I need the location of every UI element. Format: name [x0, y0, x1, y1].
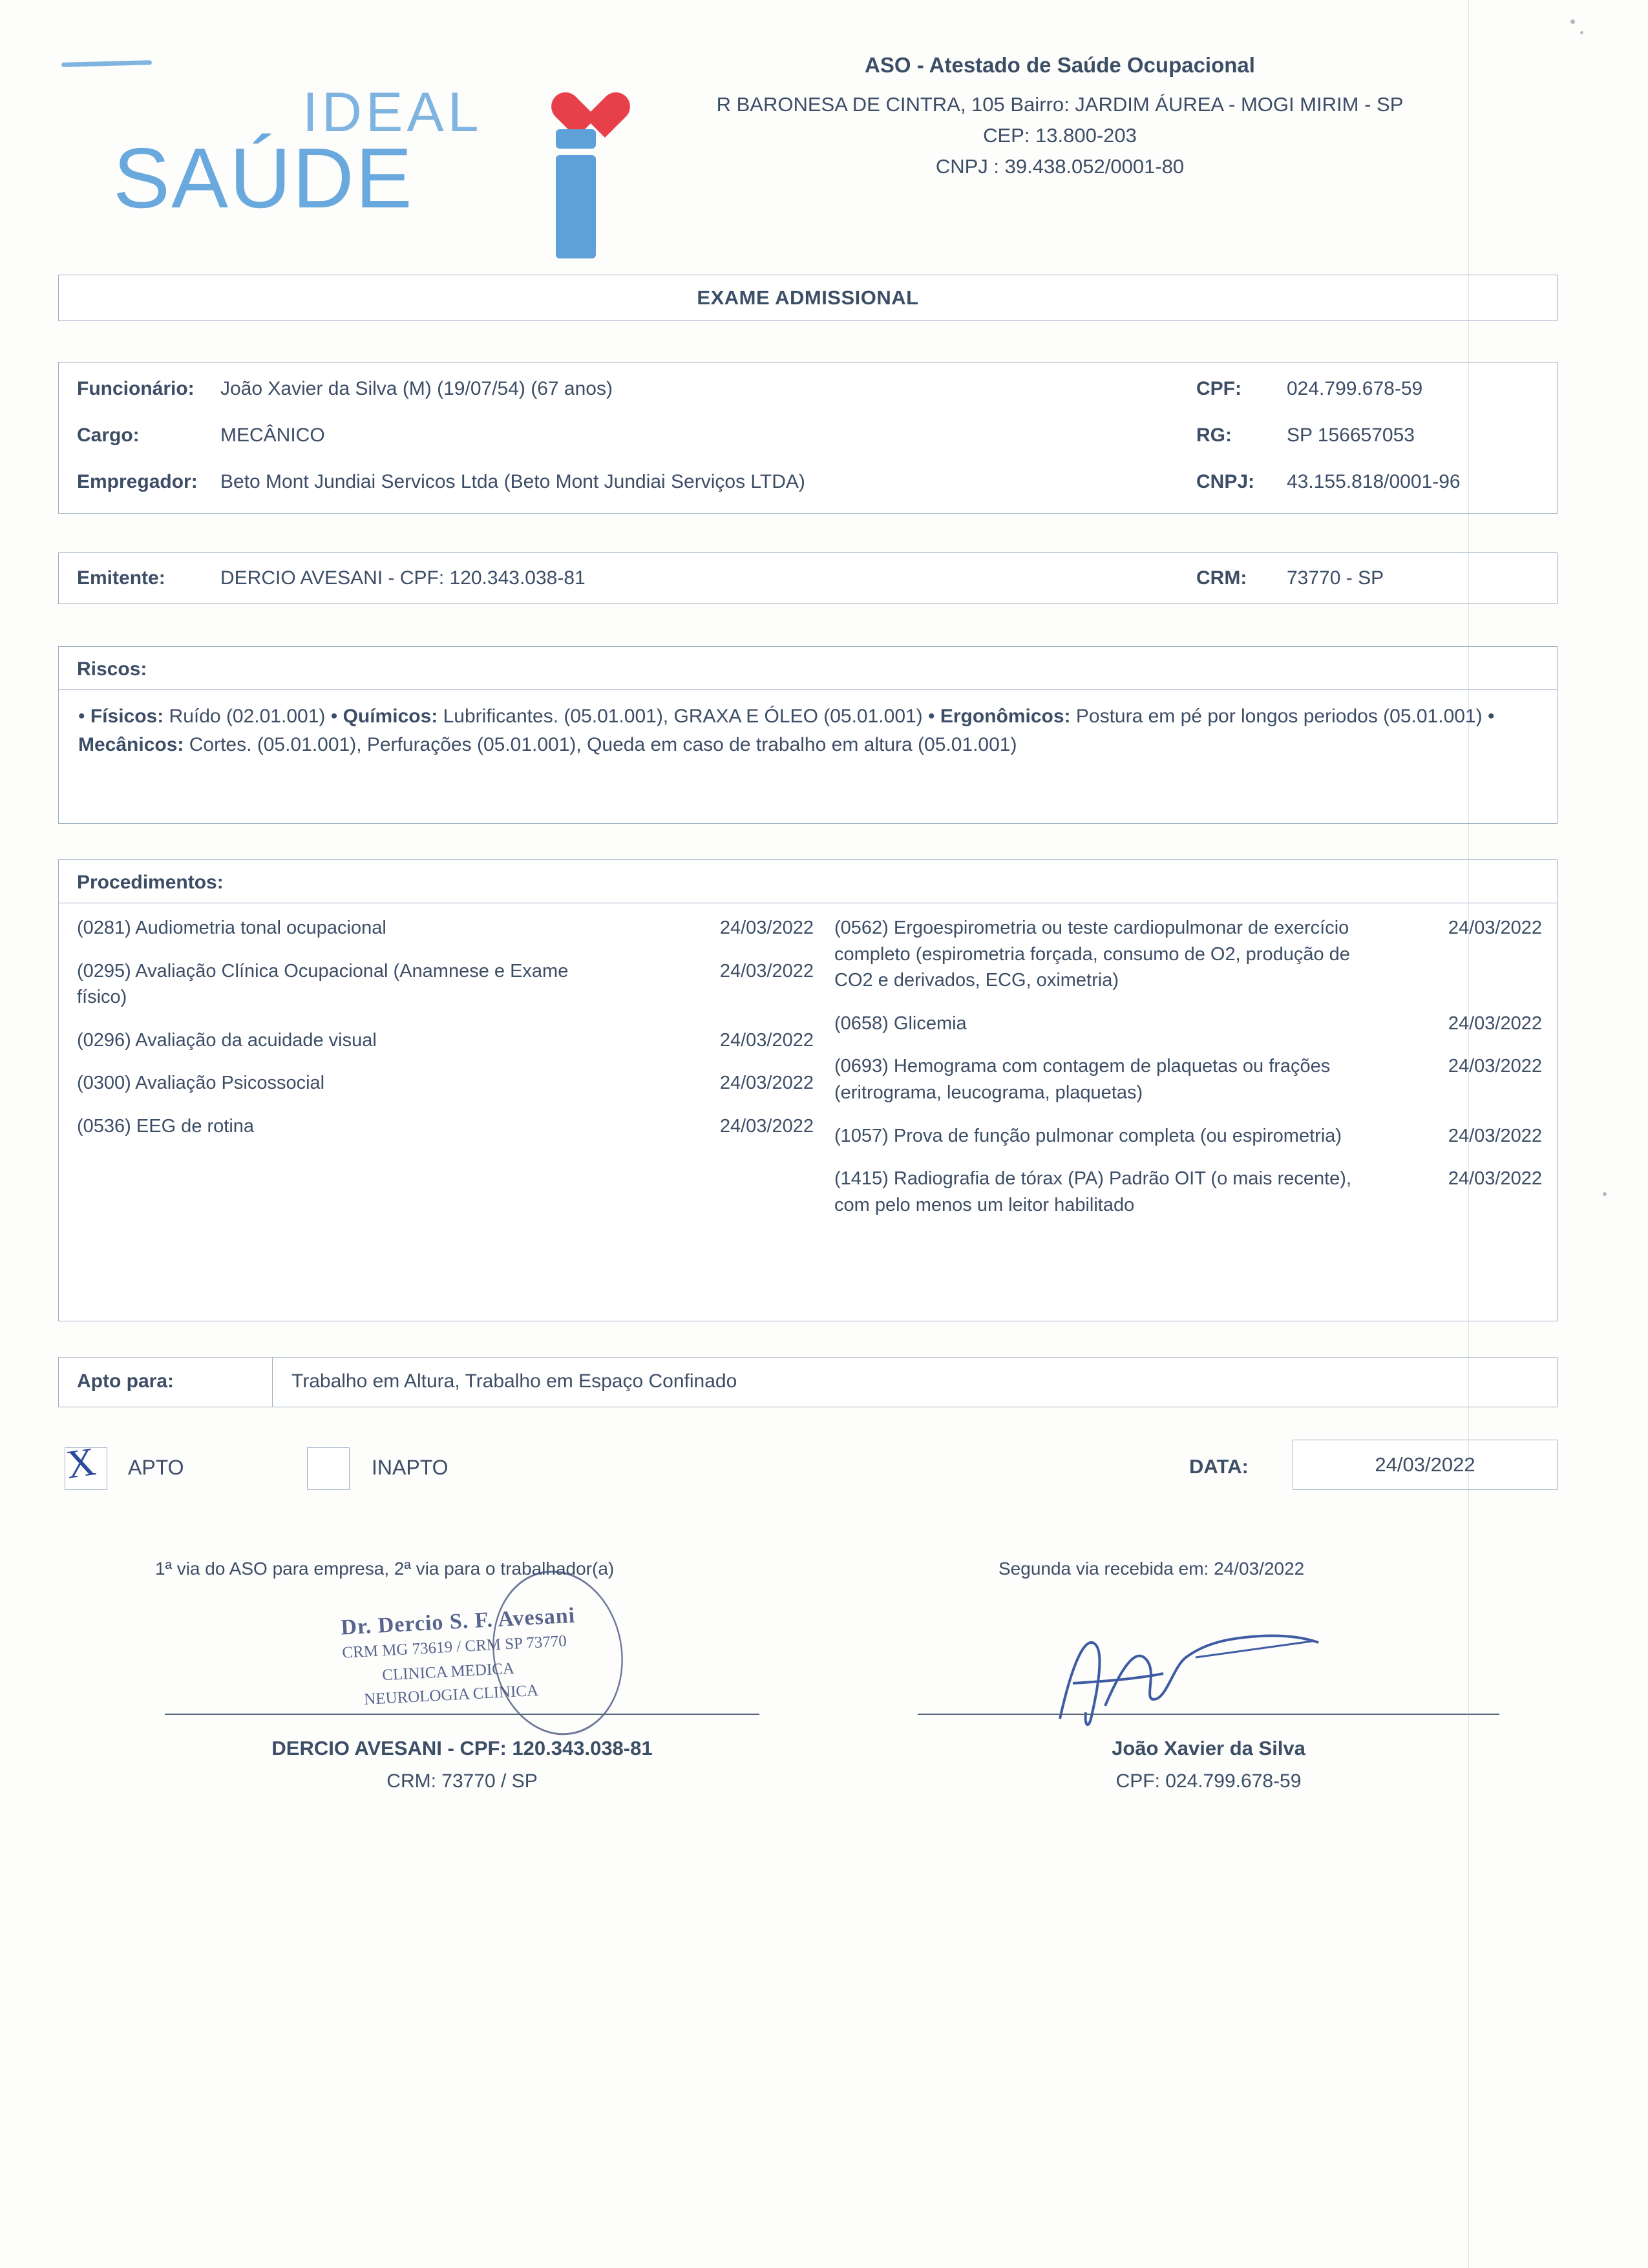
- employee-role-value: MECÂNICO: [220, 425, 325, 446]
- copy-note-right: Segunda via recebida em: 24/03/2022: [998, 1559, 1305, 1579]
- emitter-value: DERCIO AVESANI - CPF: 120.343.038-81: [220, 567, 586, 589]
- risks-text: • Físicos: Ruído (02.01.001) • Químicos: Lubrificantes. (05.01.001), GRAXA E ÓLEO (05.01.001) • Ergonômicos: Postura em pé por longos periodos (05.01.001) • Mecânicos: Cortes. (05.01.001), Perfurações (05.01.001), Queda em caso de trabalho em altura (05.01.001): [78, 706, 1495, 755]
- logo-ideal-text: IDEAL: [302, 81, 483, 143]
- procedure-name: (0693) Hemograma com contagem de plaquetas ou frações (eritrograma, leucograma, plaquetas): [834, 1056, 1331, 1103]
- procedure-row: [834, 1011, 1542, 1037]
- clinic-address: R BARONESA DE CINTRA, 105 Bairro: JARDIM ÁUREA - MOGI MIRIM - SP: [716, 93, 1404, 116]
- clinic-cnpj: CNPJ : 39.438.052/0001-80: [935, 155, 1185, 178]
- procedure-row: [77, 958, 814, 1011]
- procedures-label: Procedimentos:: [77, 872, 224, 893]
- clinic-cep: CEP: 13.800-203: [983, 124, 1137, 147]
- date-value: 24/03/2022: [1375, 1453, 1475, 1476]
- employer-value: Beto Mont Jundiai Servicos Ltda (Beto Mont Jundiai Serviços LTDA): [220, 471, 805, 492]
- procedure-date: 24/03/2022: [719, 960, 814, 982]
- procedure-row: [77, 1027, 814, 1054]
- document-header: [0, 0, 1648, 258]
- employee-rg-label: RG:: [1196, 425, 1232, 446]
- procedures-column-left: [77, 915, 814, 1157]
- document-title: ASO - Atestado de Saúde Ocupacional: [865, 53, 1255, 77]
- procedure-name: (0281) Audiometria tonal ocupacional: [77, 918, 386, 938]
- employee-cpf-label: CPF:: [1196, 378, 1241, 399]
- procedure-row: [834, 1123, 1542, 1150]
- procedure-name: (0536) EEG de rotina: [77, 1115, 255, 1137]
- procedure-row: [77, 1113, 814, 1140]
- procedures-box: [58, 859, 1558, 1321]
- employee-name-value: João Xavier da Silva (M) (19/07/54) (67 anos): [220, 378, 613, 399]
- worker-signature-scribble: [1034, 1622, 1344, 1732]
- logo-saude-text: SAÚDE: [113, 131, 414, 226]
- procedure-name: (0562) Ergoespirometria ou teste cardiopulmonar de exercício completo (espirometria forçada, consumo de O2, produção de CO2 e derivados, ECG, oximetria): [834, 918, 1350, 991]
- clinic-info-block: [582, 48, 1538, 182]
- scan-speck: [1580, 31, 1583, 34]
- employer-cnpj-label: CNPJ:: [1196, 471, 1255, 492]
- fit-for-value: Trabalho em Altura, Trabalho em Espaço Confinado: [291, 1370, 737, 1392]
- logo-dash-decoration: [61, 60, 152, 67]
- procedure-name: (0300) Avaliação Psicossocial: [77, 1073, 325, 1094]
- emitter-crm-value: 73770 - SP: [1287, 567, 1384, 589]
- copy-note-left: 1ª via do ASO para empresa, 2ª via para o trabalhador(a): [155, 1559, 615, 1579]
- procedure-name: (1057) Prova de função pulmonar completa (ou espirometria): [834, 1125, 1342, 1146]
- employee-name-label: Funcionário:: [77, 378, 195, 399]
- procedure-date: 24/03/2022: [719, 1073, 814, 1094]
- employee-info-box: [58, 362, 1558, 514]
- inapto-checkbox[interactable]: [307, 1447, 350, 1490]
- employee-cpf-value: 024.799.678-59: [1287, 378, 1423, 399]
- risks-divider: [59, 689, 1557, 690]
- fit-for-label: Apto para:: [77, 1370, 174, 1392]
- procedure-date: 24/03/2022: [719, 918, 814, 938]
- procedure-date: 24/03/2022: [719, 1029, 814, 1051]
- doctor-name: DERCIO AVESANI - CPF: 120.343.038-81: [271, 1737, 653, 1759]
- employer-cnpj-value: 43.155.818/0001-96: [1287, 471, 1461, 492]
- stamp-doctor-name: Dr. Dercio S. F. Avesani: [340, 1603, 576, 1640]
- inapto-label: INAPTO: [372, 1456, 449, 1479]
- worker-name: João Xavier da Silva: [1112, 1737, 1305, 1759]
- scan-speck: [1570, 19, 1575, 24]
- stamp-crm: CRM MG 73619 / CRM SP 73770: [341, 1632, 567, 1662]
- procedure-name: (0295) Avaliação Clínica Ocupacional (Anamnese e Exame físico): [77, 960, 569, 1008]
- procedure-date: 24/03/2022: [1448, 918, 1542, 938]
- procedure-date: 24/03/2022: [719, 1115, 814, 1137]
- employee-rg-value: SP 156657053: [1287, 425, 1415, 446]
- procedure-date: 24/03/2022: [1448, 1013, 1542, 1034]
- fit-for-divider: [272, 1358, 273, 1407]
- procedure-row: [834, 1166, 1542, 1218]
- emitter-label: Emitente:: [77, 567, 165, 589]
- apto-label: APTO: [128, 1456, 184, 1479]
- scan-speck: [1603, 1192, 1607, 1196]
- employee-role-label: Cargo:: [77, 425, 140, 446]
- emitter-crm-label: CRM:: [1196, 567, 1247, 589]
- worker-signature-line: [918, 1714, 1499, 1715]
- stamp-specialty-2: NEUROLOGIA CLINICA: [363, 1681, 539, 1708]
- procedures-column-right: [834, 915, 1542, 1235]
- scan-artifact-line: [1468, 0, 1469, 2268]
- exam-type-box: [58, 275, 1558, 321]
- doctor-crm: CRM: 73770 / SP: [386, 1770, 538, 1792]
- apto-checkmark: X: [63, 1440, 99, 1487]
- procedure-row: [77, 1070, 814, 1097]
- clinic-logo: [52, 32, 582, 226]
- doctor-signature-scribble: [480, 1560, 635, 1746]
- doctor-signature-line: [165, 1714, 759, 1715]
- date-box: [1293, 1440, 1558, 1490]
- employer-label: Empregador:: [77, 471, 198, 492]
- procedure-row: [834, 1053, 1542, 1106]
- procedure-date: 24/03/2022: [1448, 1168, 1542, 1190]
- exam-type-label: EXAME ADMISSIONAL: [697, 286, 919, 309]
- emitter-info-box: [58, 552, 1558, 604]
- procedure-date: 24/03/2022: [1448, 1125, 1542, 1146]
- worker-cpf: CPF: 024.799.678-59: [1115, 1770, 1302, 1792]
- procedure-name: (1415) Radiografia de tórax (PA) Padrão OIT (o mais recente), com pelo menos um leitor habilitado: [834, 1168, 1352, 1215]
- fit-for-box: [58, 1357, 1558, 1407]
- risks-box: [58, 646, 1558, 824]
- procedure-name: (0658) Glicemia: [834, 1013, 967, 1034]
- procedure-row: [834, 915, 1542, 994]
- risks-label: Riscos:: [77, 658, 147, 680]
- procedure-row: [77, 915, 814, 941]
- stamp-specialty-1: CLINICA MEDICA: [381, 1659, 515, 1685]
- procedure-date: 24/03/2022: [1448, 1056, 1542, 1077]
- date-label: DATA:: [1189, 1455, 1249, 1478]
- procedure-name: (0296) Avaliação da acuidade visual: [77, 1029, 377, 1051]
